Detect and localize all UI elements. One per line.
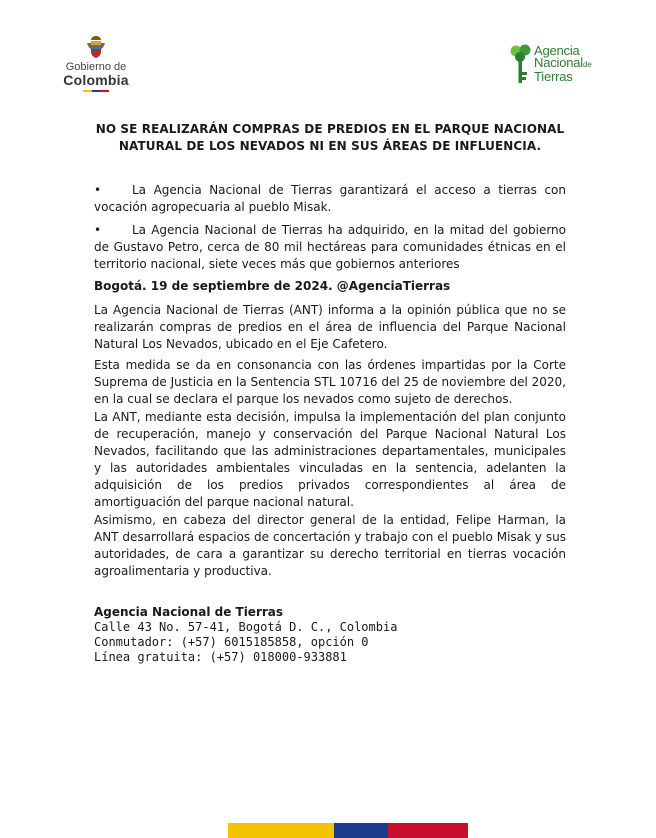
agency-logo-line2: Nacional <box>534 55 583 70</box>
agency-logo-line2-suffix: de <box>583 60 592 69</box>
paragraph-1: La Agencia Nacional de Tierras (ANT) informa a la opinión pública que no se realizarán compras de predios en el área de influencia del Parque Nacional Natural Los Nevados, ubicado en el Eje Cafetero. <box>94 303 566 351</box>
gov-logo-line2: Colombia <box>63 72 129 88</box>
paragraph-3: La ANT, mediante esta decisión, impulsa la implementación del plan conjunto de recuperación, manejo y conservación del Parque Nacional Natural Los Nevados, facilitando que las administraciones departamentales, municipales y las autoridades ambientales vinculadas en la sentencia, adelanten la adquisición de los predios privados correspondientes al área de amortiguación del parque nacional natural. <box>94 410 566 509</box>
agencia-nacional-de-tierras-logo <box>509 44 605 86</box>
flag-red-band <box>388 823 468 838</box>
paragraph-4: Asimismo, en cabeza del director general de la entidad, Felipe Harman, la ANT desarrollará espacios de concertación y trabajo con el pueblo Misak y sus autoridades, de cara a garantizar su derecho territorial en tierras vocación agroalimentaria y productiva. <box>94 513 566 578</box>
bullet-text-2: La Agencia Nacional de Tierras ha adquirido, en la mitad del gobierno de Gustavo Petro, cerca de 80 mil hectáreas para comunidades étnicas en el territorio nacional, siete veces más que gobiernos anteriores <box>94 223 566 271</box>
gov-logo-line1: Gobierno de <box>65 61 127 73</box>
key-tree-icon <box>509 44 533 86</box>
dateline: Bogotá. 19 de septiembre de 2024. @AgenciaTierras <box>94 279 451 293</box>
flag-yellow-band <box>228 823 334 838</box>
bullet-marker-2: • <box>94 223 102 237</box>
gov-flag-strip <box>83 90 109 92</box>
agency-logo-line3: Tierras <box>534 69 573 84</box>
contact-phone: Conmutador: (+57) 6015185858, opción 0 <box>94 635 369 649</box>
gobierno-de-colombia-logo <box>56 34 136 96</box>
contact-address: Calle 43 No. 57-41, Bogotá D. C., Colombia <box>94 620 398 634</box>
contact-toll-free: Línea gratuita: (+57) 018000-933881 <box>94 650 347 664</box>
bullet-marker-1: • <box>94 183 102 197</box>
bullet-text-1: La Agencia Nacional de Tierras garantizará el acceso a tierras con vocación agropecuaria al pueblo Misak. <box>94 183 566 214</box>
agency-logo-text <box>534 45 592 83</box>
footer-flag-strip <box>228 823 468 838</box>
flag-blue-band <box>334 823 388 838</box>
contact-block <box>94 605 494 665</box>
contact-org: Agencia Nacional de Tierras <box>94 605 284 619</box>
paragraph-2: Esta medida se da en consonancia con las órdenes impartidas por la Corte Suprema de Justicia en la Sentencia STL 10716 del 25 de noviembre del 2020, en la cual se declara el parque los nevados como sujeto de derechos. <box>94 358 566 406</box>
agency-logo-line1: Agencia <box>534 43 580 58</box>
page-title: NO SE REALIZARÁN COMPRAS DE PREDIOS EN EL PARQUE NACIONAL NATURAL DE LOS NEVADOS NI EN SUS ÁREAS DE INFLUENCIA. <box>95 122 565 153</box>
coat-of-arms-icon <box>83 34 109 60</box>
